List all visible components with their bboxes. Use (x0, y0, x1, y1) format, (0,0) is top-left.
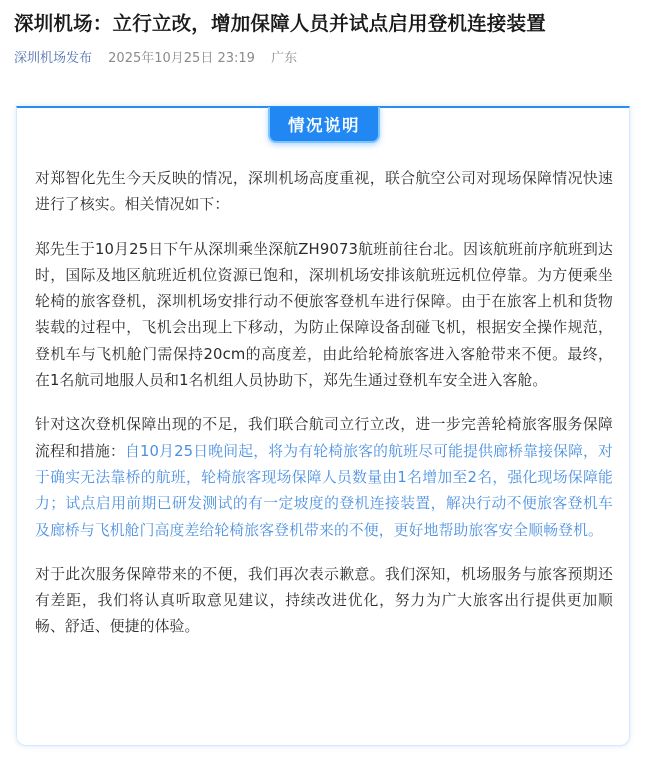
paragraph-details: 郑先生于10月25日下午从深圳乘坐深航ZH9073航班前往台北。因该航班前序航班到达时，国际及地区航班近机位资源已饱和，深圳机场安排该航班远机位停靠。为方便乘坐轮椅的旅客登机，深圳机场安排行动不便旅客登机车进行保障。由于在旅客上机和货物装载的过程中，飞机会出现上下移动，为防止保障设备刮碰飞机，根据安全操作规范，登机车与飞机舱门需保持20cm的高度差，由此给轮椅旅客进入客舱带来不便。最终，在1名航司地服人员和1名机组人员协助下，郑先生通过登机车安全进入客舱。 (35, 240, 613, 390)
statement-badge (268, 107, 380, 143)
measures-highlight-text: 自10月25日晚间起，将为有轮椅旅客的航班尽可能提供廊桥靠接保障，对于确实无法靠桥的航班，轮椅旅客现场保障人员数量由1名增加至2名，强化现场保障能力；试点启用前期已研发测试的有一定坡度的登机连接装置，解决行动不便旅客登机车及廊桥与飞机舱门高度差给轮椅旅客登机带来的不便，更好地帮助旅客安全顺畅登机。 (35, 442, 613, 539)
paragraph-measures (35, 412, 613, 543)
article-title: 深圳机场：立行立改，增加保障人员并试点启用登机连接装置 (14, 12, 546, 35)
statement-body (35, 166, 613, 659)
measures-lead-text: 针对这次登机保障出现的不足，我们联合航司立行立改，进一步完善轮椅旅客服务保障流程和措施： (35, 416, 613, 460)
author-link[interactable]: 深圳机场发布 (14, 51, 93, 66)
badge-label: 情况说明 (288, 116, 360, 135)
paragraph-intro: 对郑智化先生今天反映的情况，深圳机场高度重视，联合航空公司对现场保障情况快速进行了核实。相关情况如下： (35, 170, 613, 214)
paragraph-apology: 对于此次服务保障带来的不便，我们再次表示歉意。我们深知，机场服务与旅客预期还有差距，我们将认真听取意见建议，持续改进优化，努力为广大旅客出行提供更加顺畅、舒适、便捷的体验。 (35, 565, 613, 636)
publish-time: 2025年10月25日 23:19 (108, 51, 255, 66)
article-meta (14, 50, 297, 68)
publish-location: 广东 (271, 51, 298, 66)
